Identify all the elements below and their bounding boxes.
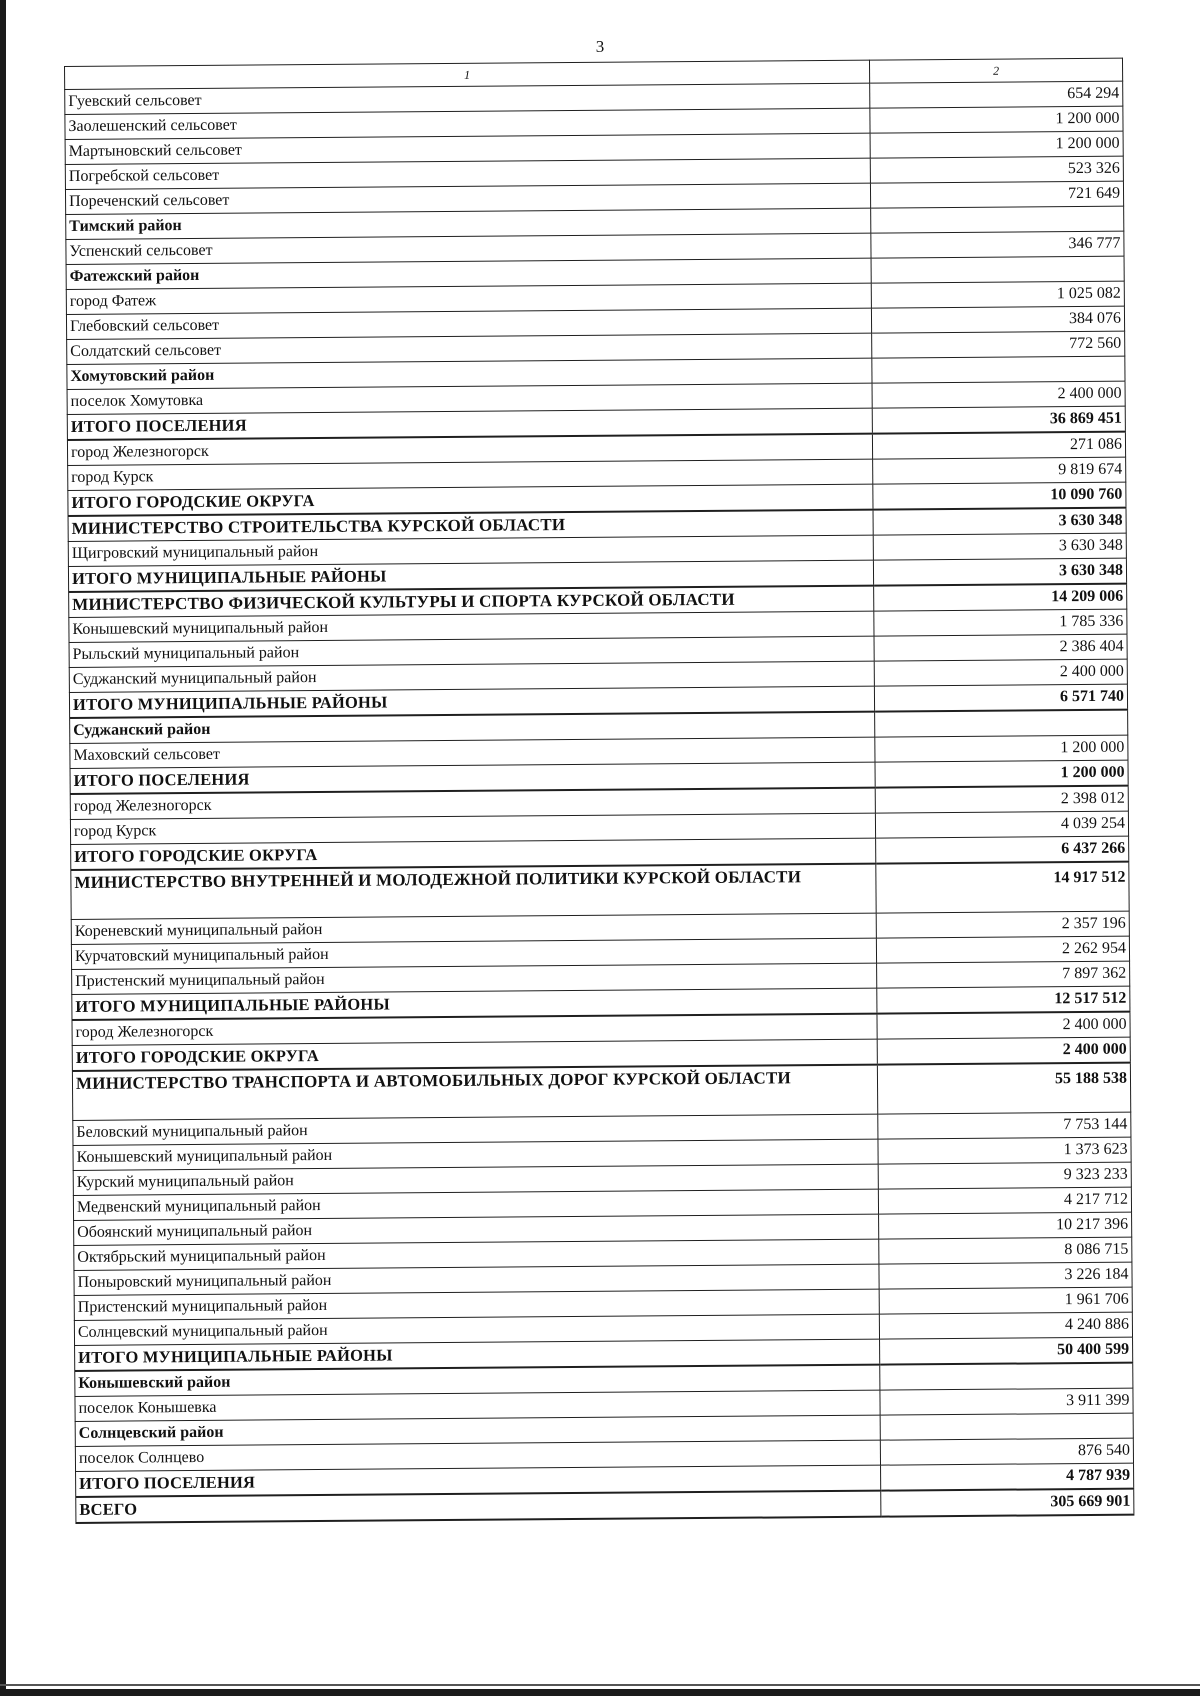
row-value-cell: 2 400 000: [877, 1012, 1130, 1039]
row-name-cell: ИТОГО ГОРОДСКИЕ ОКРУГА: [72, 1039, 877, 1071]
row-value-cell: 8 086 715: [879, 1237, 1132, 1264]
row-value-cell: [872, 356, 1125, 383]
row-value-cell: 2 386 404: [874, 634, 1127, 661]
row-value-cell: 4 039 254: [875, 811, 1128, 838]
row-name-cell: МИНИСТЕРСТВО ВНУТРЕННЕЙ И МОЛОДЕЖНОЙ ПОЛИТИКИ КУРСКОЙ ОБЛАСТИ: [71, 864, 876, 920]
row-name-cell: Конышевский муниципальный район: [69, 611, 874, 642]
row-name-cell: МИНИСТЕРСТВО ФИЗИЧЕСКОЙ КУЛЬТУРЫ И СПОРТА КУРСКОЙ ОБЛАСТИ: [69, 586, 874, 618]
row-value-cell: 3 911 399: [880, 1388, 1133, 1415]
row-name-cell: Погребской сельсовет: [65, 158, 870, 189]
page-number: 3: [595, 37, 605, 56]
row-name-cell: Солдатский сельсовет: [67, 333, 872, 364]
row-value-cell: 1 200 000: [870, 131, 1123, 158]
row-name-cell: Маховский сельсовет: [70, 737, 875, 768]
row-name-cell: поселок Хомутовка: [67, 383, 872, 414]
row-name-cell: Фатежский район: [66, 258, 871, 289]
row-name-cell: Курчатовский муниципальный район: [71, 938, 876, 969]
row-value-cell: 721 649: [870, 181, 1123, 208]
row-value-cell: 10 090 760: [873, 482, 1126, 509]
row-value-cell: 14 917 512: [876, 862, 1129, 913]
row-name-cell: Пристенский муниципальный район: [72, 963, 877, 994]
row-value-cell: 3 630 348: [873, 508, 1126, 535]
budget-table: [64, 58, 1134, 1524]
row-name-cell: город Фатеж: [66, 283, 871, 314]
row-name-cell: МИНИСТЕРСТВО ТРАНСПОРТА И АВТОМОБИЛЬНЫХ ДОРОГ КУРСКОЙ ОБЛАСТИ: [72, 1065, 877, 1121]
row-name-cell: поселок Солнцево: [75, 1440, 880, 1471]
row-name-cell: ВСЕГО: [76, 1491, 881, 1523]
row-name-cell: ИТОГО МУНИЦИПАЛЬНЫЕ РАЙОНЫ: [68, 560, 873, 592]
row-value-cell: 2 262 954: [876, 936, 1129, 963]
scan-edge-bottom: [0, 1689, 1200, 1696]
row-value-cell: 1 961 706: [879, 1287, 1132, 1314]
row-name-cell: Медвенский муниципальный район: [73, 1189, 878, 1220]
row-value-cell: [871, 256, 1124, 283]
row-value-cell: 6 571 740: [874, 684, 1127, 711]
row-name-cell: ИТОГО ПОСЕЛЕНИЯ: [70, 762, 875, 794]
table-row: [72, 1063, 1130, 1121]
row-value-cell: 7 897 362: [877, 961, 1130, 988]
row-value-cell: 3 630 348: [873, 558, 1126, 585]
row-value-cell: [880, 1363, 1133, 1390]
row-value-cell: 4 787 939: [881, 1463, 1134, 1490]
row-value-cell: 12 517 512: [877, 986, 1130, 1013]
row-name-cell: Пристенский муниципальный район: [74, 1289, 879, 1320]
row-value-cell: 876 540: [880, 1438, 1133, 1465]
row-value-cell: 9 819 674: [873, 457, 1126, 484]
column-header-2: 2: [869, 58, 1122, 83]
row-name-cell: Поныровский муниципальный район: [74, 1264, 879, 1295]
row-name-cell: город Железногорск: [72, 1014, 877, 1046]
row-name-cell: Глебовский сельсовет: [66, 308, 871, 339]
row-name-cell: МИНИСТЕРСТВО СТРОИТЕЛЬСТВА КУРСКОЙ ОБЛАСТИ: [68, 510, 873, 542]
row-name-cell: Конышевский район: [75, 1365, 880, 1397]
row-name-cell: Хомутовский район: [67, 358, 872, 389]
row-value-cell: 2 400 000: [877, 1037, 1130, 1064]
row-value-cell: [880, 1413, 1133, 1440]
row-value-cell: 1 025 082: [871, 281, 1124, 308]
row-name-cell: ИТОГО ПОСЕЛЕНИЯ: [76, 1465, 881, 1497]
row-name-cell: Конышевский муниципальный район: [73, 1139, 878, 1170]
row-name-cell: Солнцевский муниципальный район: [74, 1314, 879, 1345]
row-value-cell: 1 200 000: [875, 735, 1128, 762]
scan-edge-left: [0, 0, 6, 1696]
row-name-cell: Мартыновский сельсовет: [65, 133, 870, 164]
row-value-cell: 346 777: [871, 231, 1124, 258]
row-value-cell: 654 294: [870, 81, 1123, 108]
row-value-cell: 1 785 336: [874, 609, 1127, 636]
row-value-cell: 4 217 712: [878, 1187, 1131, 1214]
row-value-cell: 2 400 000: [872, 381, 1125, 408]
row-name-cell: Солнцевский район: [75, 1415, 880, 1446]
row-name-cell: город Железногорск: [67, 434, 872, 466]
row-value-cell: 6 437 266: [876, 836, 1129, 863]
row-name-cell: Тимский район: [66, 208, 871, 239]
row-value-cell: 7 753 144: [878, 1112, 1131, 1139]
row-name-cell: Заолешенский сельсовет: [65, 108, 870, 139]
row-name-cell: ИТОГО ГОРОДСКИЕ ОКРУГА: [71, 838, 876, 870]
row-name-cell: ИТОГО МУНИЦИПАЛЬНЫЕ РАЙОНЫ: [75, 1339, 880, 1371]
scan-edge-bottom-line: [0, 1684, 1200, 1686]
row-value-cell: 36 869 451: [872, 406, 1125, 433]
row-value-cell: [871, 206, 1124, 233]
row-value-cell: [875, 710, 1128, 737]
table-body: [65, 81, 1134, 1523]
row-name-cell: Рыльский муниципальный район: [69, 636, 874, 667]
row-value-cell: 384 076: [871, 306, 1124, 333]
row-value-cell: 9 323 233: [878, 1162, 1131, 1189]
row-name-cell: ИТОГО МУНИЦИПАЛЬНЫЕ РАЙОНЫ: [69, 686, 874, 718]
row-name-cell: город Железногорск: [70, 788, 875, 820]
row-name-cell: Обоянский муниципальный район: [74, 1214, 879, 1245]
row-name-cell: ИТОГО МУНИЦИПАЛЬНЫЕ РАЙОНЫ: [72, 988, 877, 1020]
row-name-cell: Гуевский сельсовет: [65, 83, 870, 114]
row-value-cell: 3 226 184: [879, 1262, 1132, 1289]
row-value-cell: 523 326: [870, 156, 1123, 183]
row-name-cell: ИТОГО ПОСЕЛЕНИЯ: [67, 408, 872, 440]
row-value-cell: 14 209 006: [874, 584, 1127, 611]
row-name-cell: Щигровский муниципальный район: [68, 535, 873, 566]
row-value-cell: 4 240 886: [879, 1312, 1132, 1339]
row-value-cell: 1 200 000: [870, 106, 1123, 133]
row-name-cell: Суджанский район: [70, 712, 875, 744]
row-name-cell: ИТОГО ГОРОДСКИЕ ОКРУГА: [68, 484, 873, 516]
row-name-cell: Кореневский муниципальный район: [71, 913, 876, 944]
row-name-cell: город Курск: [68, 459, 873, 490]
row-value-cell: 2 400 000: [874, 659, 1127, 686]
row-value-cell: 305 669 901: [881, 1489, 1134, 1517]
row-name-cell: поселок Конышевка: [75, 1390, 880, 1421]
row-name-cell: Пореченский сельсовет: [65, 183, 870, 214]
row-value-cell: 50 400 599: [880, 1337, 1133, 1364]
row-value-cell: 2 398 012: [875, 786, 1128, 813]
row-name-cell: Октябрьский муниципальный район: [74, 1239, 879, 1270]
row-name-cell: Успенский сельсовет: [66, 233, 871, 264]
row-value-cell: 3 630 348: [873, 533, 1126, 560]
row-value-cell: 55 188 538: [877, 1063, 1130, 1114]
row-value-cell: 10 217 396: [879, 1212, 1132, 1239]
row-name-cell: Беловский муниципальный район: [73, 1114, 878, 1145]
row-name-cell: Курский муниципальный район: [73, 1164, 878, 1195]
row-value-cell: 2 357 196: [876, 911, 1129, 938]
column-header-1: 1: [65, 60, 870, 89]
row-value-cell: 1 200 000: [875, 760, 1128, 787]
row-value-cell: 1 373 623: [878, 1137, 1131, 1164]
row-name-cell: город Курск: [70, 813, 875, 844]
row-value-cell: 271 086: [872, 432, 1125, 459]
table-row: [71, 862, 1129, 920]
row-name-cell: Суджанский муниципальный район: [69, 661, 874, 692]
row-value-cell: 772 560: [872, 331, 1125, 358]
